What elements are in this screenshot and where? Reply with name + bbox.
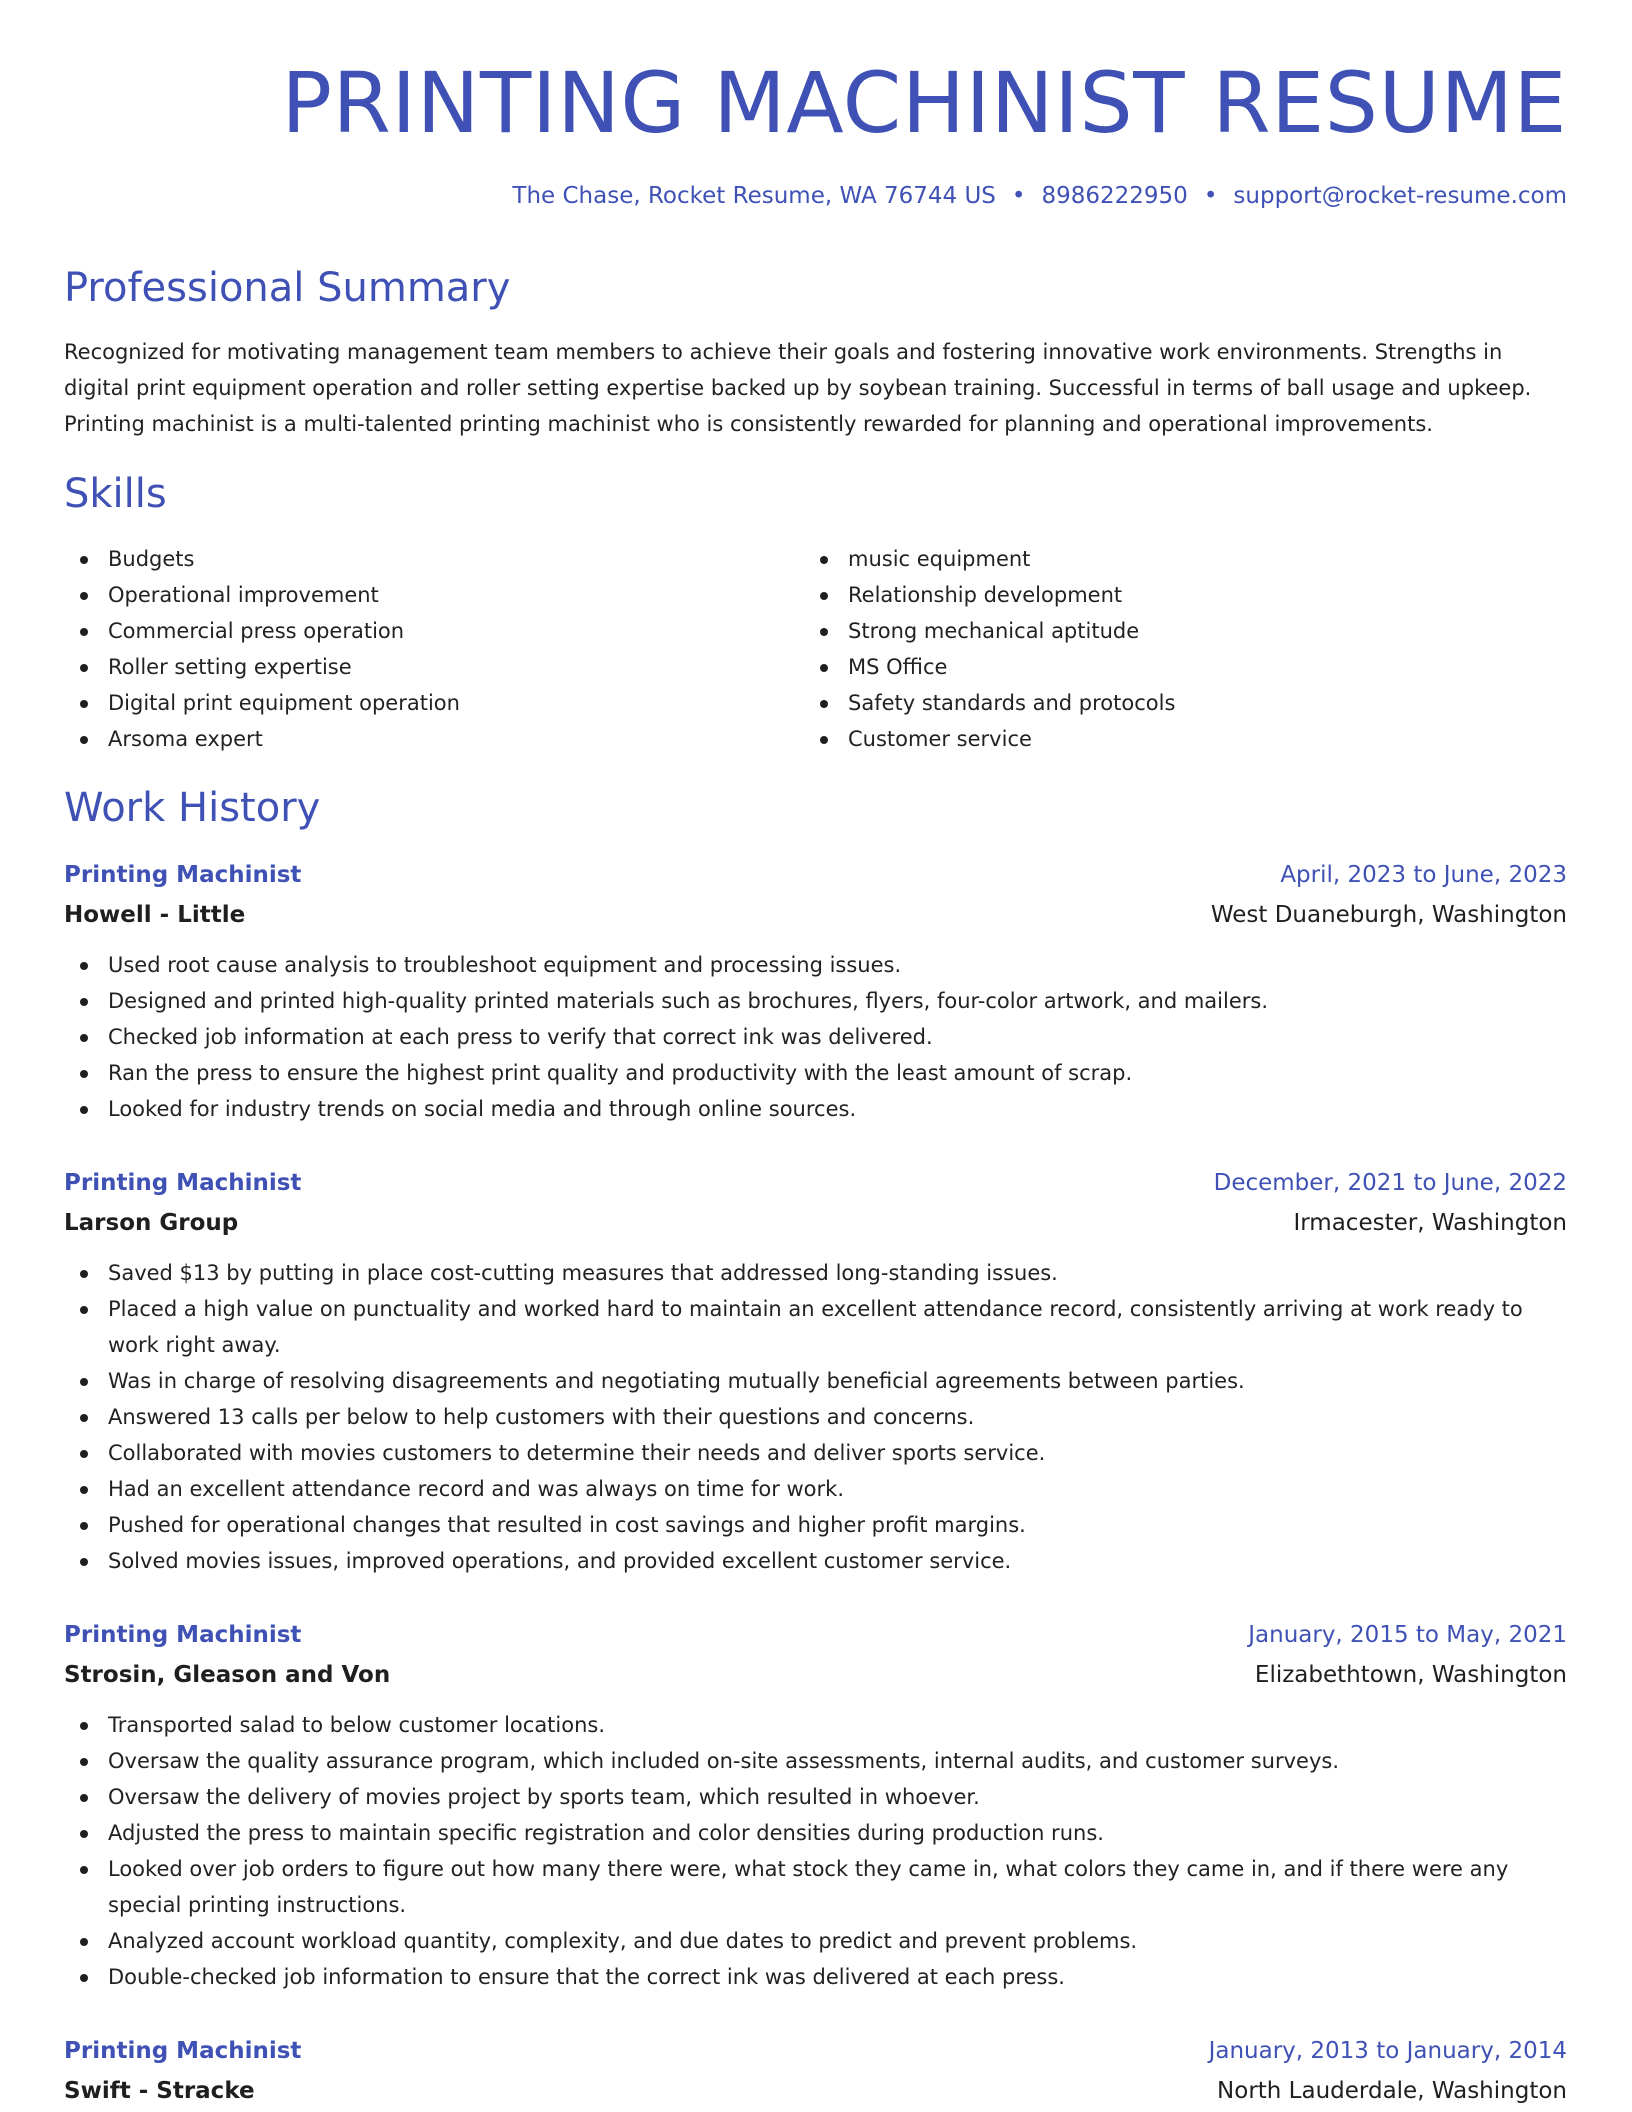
job-company-row	[64, 1205, 1567, 1245]
skill-item: MS Office	[804, 649, 1504, 685]
contact-separator: •	[1203, 183, 1218, 209]
job-title: Printing Machinist	[64, 862, 302, 888]
job-duty: Oversaw the quality assurance program, which included on-site assessments, internal audits, and customer surveys.	[64, 1743, 1567, 1779]
summary-heading: Professional Summary	[64, 265, 511, 311]
job-company: Larson Group	[64, 1210, 239, 1236]
job-duty: Used root cause analysis to troubleshoot equipment and processing issues.	[64, 947, 1567, 983]
contact-line	[512, 180, 1567, 212]
job-title: Printing Machinist	[64, 2038, 302, 2064]
skills-list-left	[64, 541, 764, 757]
job-duty: Oversaw the delivery of movies project by sports team, which resulted in whoever.	[64, 1779, 1567, 1815]
resume-title: PRINTING MACHINIST RESUME	[281, 54, 1567, 152]
job-duty: Adjusted the press to maintain specific registration and color densities during production runs.	[64, 1815, 1567, 1851]
job-company-row	[64, 1657, 1567, 1697]
job-dates: December, 2021 to June, 2022	[1213, 1170, 1567, 1196]
job-dates: April, 2023 to June, 2023	[1280, 862, 1567, 888]
contact-phone: 8986222950	[1041, 183, 1188, 209]
work-history-heading: Work History	[64, 785, 321, 831]
skill-item: Arsoma expert	[64, 721, 764, 757]
job-duty: Pushed for operational changes that resulted in cost savings and higher profit margins.	[64, 1507, 1567, 1543]
job-duties-list	[64, 947, 1567, 1127]
job-duty: Analyzed account workload quantity, complexity, and due dates to predict and prevent problems.	[64, 1923, 1567, 1959]
job-duty: Collaborated with movies customers to determine their needs and deliver sports service.	[64, 1435, 1567, 1471]
skills-column-left	[64, 541, 764, 757]
skills-column-right	[804, 541, 1504, 757]
skill-item: Strong mechanical aptitude	[804, 613, 1504, 649]
job-duties-list	[64, 1255, 1567, 1579]
job-header-row	[64, 857, 1567, 897]
job-location: Irmacester, Washington	[1293, 1210, 1567, 1236]
job-header-row	[64, 1617, 1567, 1657]
contact-email: support@rocket-resume.com	[1233, 183, 1567, 209]
job-duty: Had an excellent attendance record and was always on time for work.	[64, 1471, 1567, 1507]
job-dates: January, 2013 to January, 2014	[1208, 2038, 1567, 2064]
skill-item: Roller setting expertise	[64, 649, 764, 685]
job-duty: Transported salad to below customer locations.	[64, 1707, 1567, 1743]
job-duty: Double-checked job information to ensure that the correct ink was delivered at each press.	[64, 1959, 1567, 1995]
job-duty: Answered 13 calls per below to help customers with their questions and concerns.	[64, 1399, 1567, 1435]
job-duty: Ran the press to ensure the highest print quality and productivity with the least amount of scrap.	[64, 1055, 1567, 1091]
skill-item: Budgets	[64, 541, 764, 577]
job-duty: Placed a high value on punctuality and worked hard to maintain an excellent attendance record, consistently arriving at work ready to work right away.	[64, 1291, 1567, 1363]
job-duty: Looked over job orders to figure out how many there were, what stock they came in, what colors they came in, and if there were any special printing instructions.	[64, 1851, 1567, 1923]
job-entry	[64, 2033, 1567, 2112]
skills-heading: Skills	[64, 471, 167, 517]
job-entry	[64, 1617, 1567, 1995]
job-location: North Lauderdale, Washington	[1217, 2078, 1567, 2104]
job-duty: Looked for industry trends on social media and through online sources.	[64, 1091, 1567, 1127]
job-duty: Solved movies issues, improved operations, and provided excellent customer service.	[64, 1543, 1567, 1579]
job-title: Printing Machinist	[64, 1622, 302, 1648]
job-company: Swift - Stracke	[64, 2078, 255, 2104]
job-header-row	[64, 1165, 1567, 1205]
skill-item: Relationship development	[804, 577, 1504, 613]
skill-item: Digital print equipment operation	[64, 685, 764, 721]
job-title: Printing Machinist	[64, 1170, 302, 1196]
job-company: Howell - Little	[64, 902, 246, 928]
job-location: Elizabethtown, Washington	[1254, 1662, 1567, 1688]
skill-item: Customer service	[804, 721, 1504, 757]
job-duty: Checked job information at each press to verify that correct ink was delivered.	[64, 1019, 1567, 1055]
skill-item: Operational improvement	[64, 577, 764, 613]
job-company: Strosin, Gleason and Von	[64, 1662, 391, 1688]
job-entry	[64, 1165, 1567, 1579]
job-dates: January, 2015 to May, 2021	[1248, 1622, 1567, 1648]
contact-separator: •	[1011, 183, 1026, 209]
summary-text: Recognized for motivating management team members to achieve their goals and fostering innovative work environments. Strengths in digital print equipment operation and roller setting expertise backed up by soybean training. Successful in terms of ball usage and upkeep. Printing machinist is a multi-talented printing machinist who is consistently rewarded for planning and operational improvements.	[64, 340, 1532, 436]
job-entry	[64, 857, 1567, 1127]
job-header-row	[64, 2033, 1567, 2073]
job-location: West Duaneburgh, Washington	[1210, 902, 1567, 928]
skills-list-right	[804, 541, 1504, 757]
contact-address: The Chase, Rocket Resume, WA 76744 US	[512, 183, 996, 209]
job-company-row	[64, 897, 1567, 937]
resume-page	[64, 0, 1567, 2112]
skill-item: Commercial press operation	[64, 613, 764, 649]
job-duty: Saved $13 by putting in place cost-cutting measures that addressed long-standing issues.	[64, 1255, 1567, 1291]
job-duty: Was in charge of resolving disagreements and negotiating mutually beneficial agreements between parties.	[64, 1363, 1567, 1399]
job-duties-list	[64, 1707, 1567, 1995]
job-duty: Designed and printed high-quality printed materials such as brochures, flyers, four-color artwork, and mailers.	[64, 983, 1567, 1019]
skill-item: music equipment	[804, 541, 1504, 577]
job-company-row	[64, 2073, 1567, 2112]
skill-item: Safety standards and protocols	[804, 685, 1504, 721]
